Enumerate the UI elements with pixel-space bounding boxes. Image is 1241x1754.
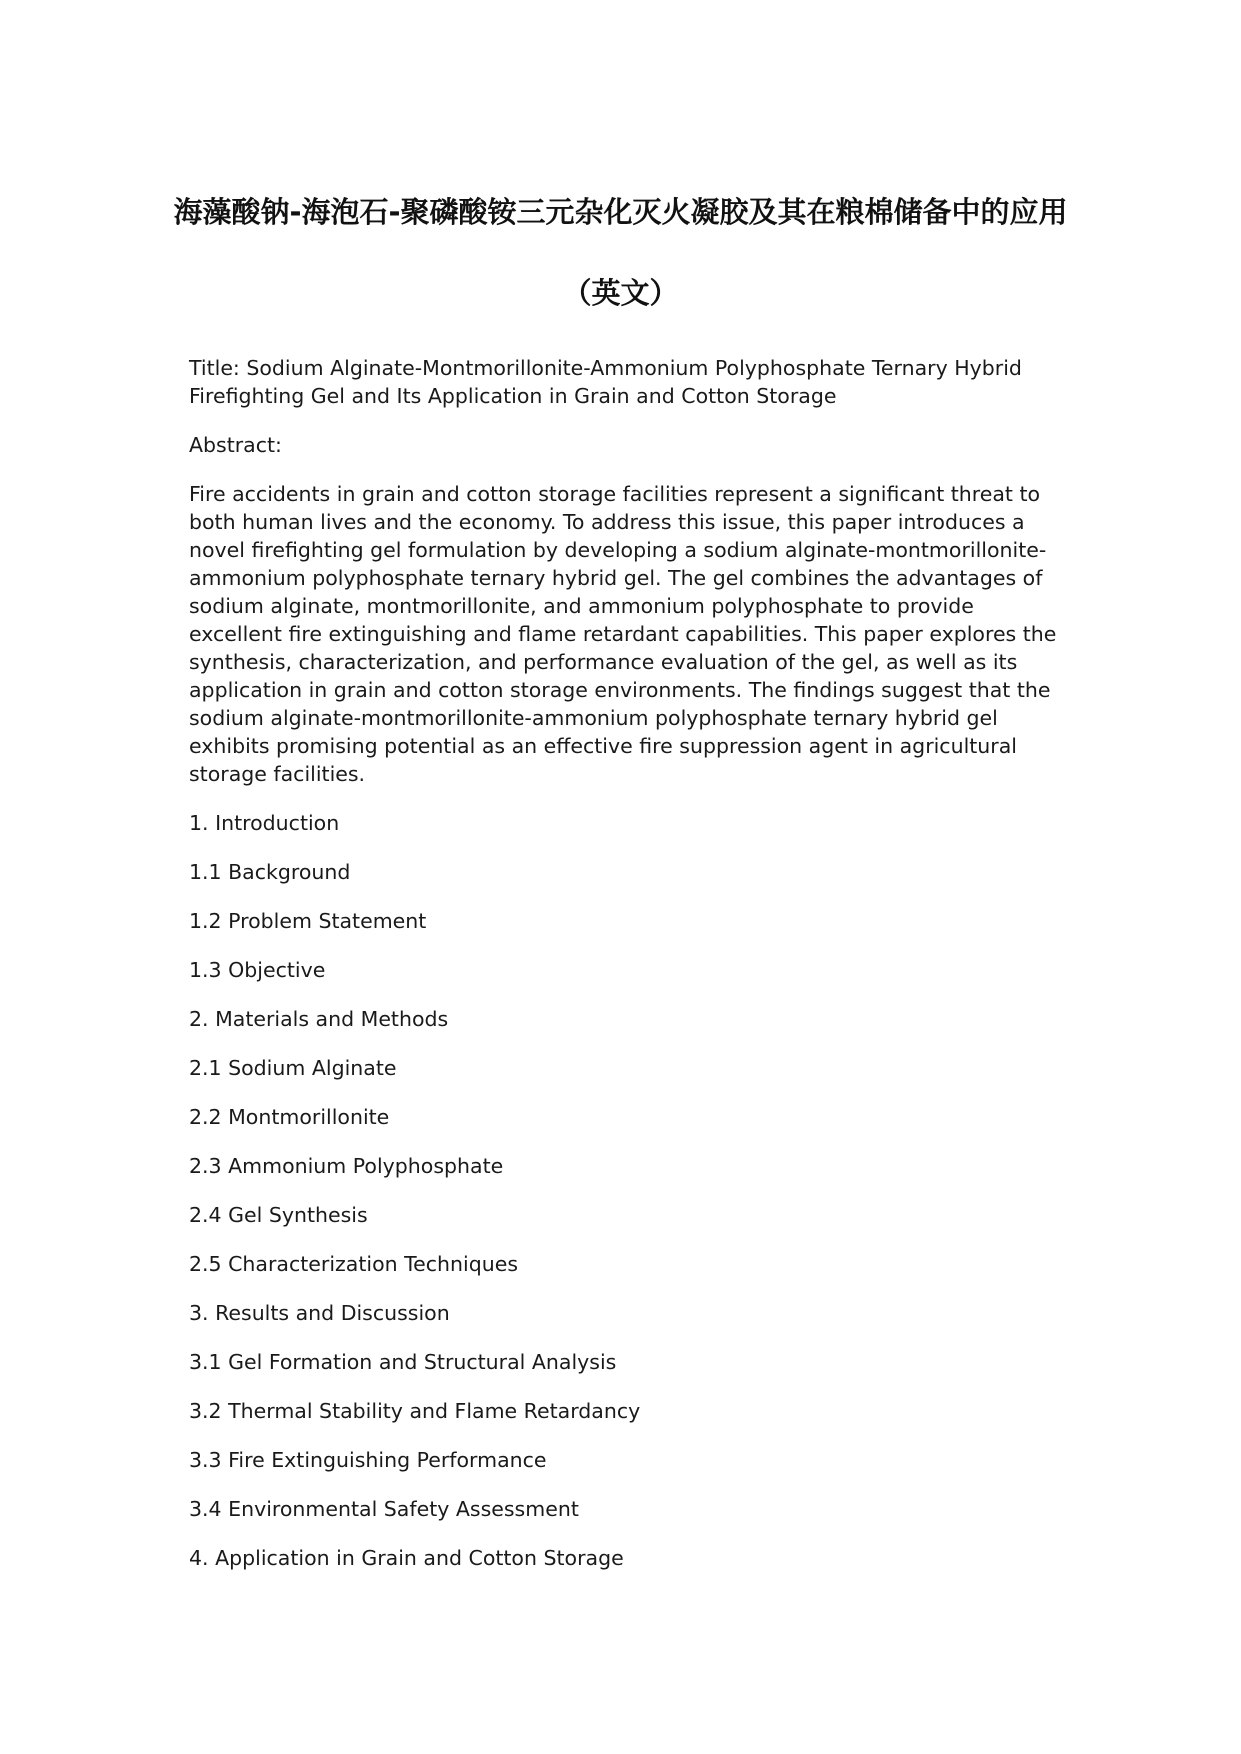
section-heading: 2.1 Sodium Alginate — [189, 1056, 397, 1080]
section-heading: 1. Introduction — [189, 811, 340, 835]
abstract-heading: Abstract: — [189, 433, 282, 457]
section-heading: 1.2 Problem Statement — [189, 909, 427, 933]
section-heading: 1.1 Background — [189, 860, 351, 884]
section-heading: 3.2 Thermal Stability and Flame Retardancy — [189, 1399, 641, 1423]
section-heading: 2.5 Characterization Techniques — [189, 1252, 519, 1276]
section-list — [189, 809, 1069, 1593]
section-heading: 4. Application in Grain and Cotton Storage — [189, 1546, 624, 1570]
section-heading: 2.2 Montmorillonite — [189, 1105, 390, 1129]
document-body — [189, 354, 1069, 1593]
document-title: 海藻酸钠-海泡石-聚磷酸铵三元杂化灭火凝胶及其在粮棉储备中的应用（英文） — [173, 195, 1068, 310]
section-heading: 2. Materials and Methods — [189, 1007, 449, 1031]
section-heading: 2.3 Ammonium Polyphosphate — [189, 1154, 504, 1178]
abstract-text: Fire accidents in grain and cotton storage facilities represent a significant threat to both human lives and the economy. To address this issue, this paper introduces a novel firefighting gel formulation by developing a sodium alginate-montmorillonite-ammonium polyphosphate ternary hybrid gel. The gel combines the advantages of sodium alginate, montmorillonite, and ammonium polyphosphate to provide excellent fire extinguishing and flame retardant capabilities. This paper explores the synthesis, characterization, and performance evaluation of the gel, as well as its application in grain and cotton storage environments. The findings suggest that the sodium alginate-montmorillonite-ammonium polyphosphate ternary hybrid gel exhibits promising potential as an effective fire suppression agent in agricultural storage facilities. — [189, 482, 1057, 786]
section-heading: 3.3 Fire Extinguishing Performance — [189, 1448, 547, 1472]
section-heading: 2.4 Gel Synthesis — [189, 1203, 368, 1227]
section-heading: 3.1 Gel Formation and Structural Analysis — [189, 1350, 617, 1374]
section-heading: 3.4 Environmental Safety Assessment — [189, 1497, 579, 1521]
section-heading: 3. Results and Discussion — [189, 1301, 450, 1325]
section-heading: 1.3 Objective — [189, 958, 326, 982]
english-title: Title: Sodium Alginate-Montmorillonite-Ammonium Polyphosphate Ternary Hybrid Firefighting Gel and Its Application in Grain and Cotton Storage — [189, 356, 1022, 408]
